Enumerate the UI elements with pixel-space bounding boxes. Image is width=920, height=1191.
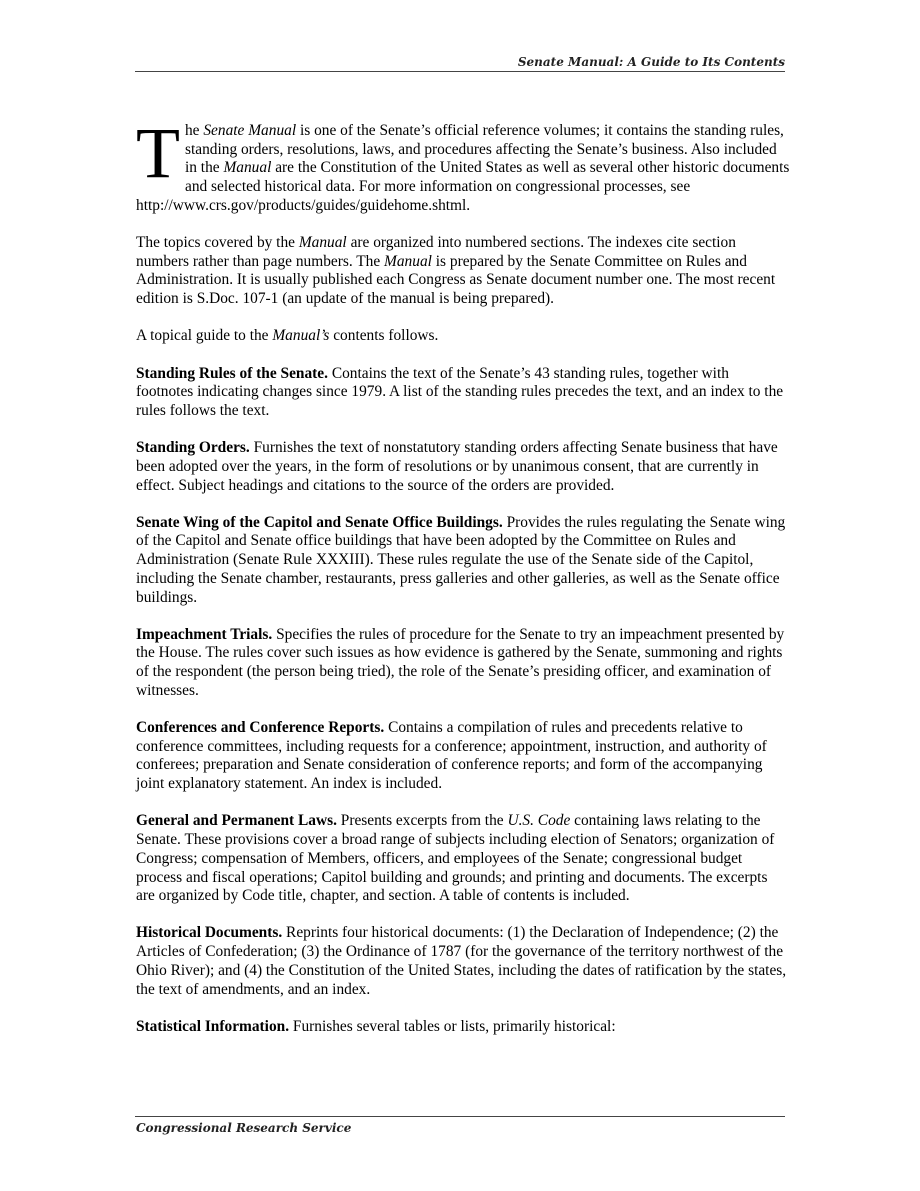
section-senate-wing: Senate Wing of the Capitol and Senate Office Buildings. Provides the rules regulating the Senate wing of the Capitol and Senate office buildings that have been adopted by the Committee on Rules and Administration (Senate Rule XXXIII). These rules regulate the use of the Senate side of the Capitol, including the Senate chamber, restaurants, press galleries and other galleries, as well as the Senate office buildings. bbox=[136, 513, 786, 606]
running-header: Senate Manual: A Guide to Its Contents bbox=[517, 55, 785, 69]
footer-rule bbox=[135, 1116, 785, 1117]
header-rule bbox=[135, 71, 785, 72]
section-heading: Standing Rules of the Senate. bbox=[136, 364, 328, 382]
section-conferences: Conferences and Conference Reports. Contains a compilation of rules and precedents relative to conference committees, including requests for a conference; appointment, instruction, and authority of conferees; preparation and Senate consideration of conference reports; and form of the accompanying joint explanatory statement. An index is included. bbox=[136, 719, 767, 793]
section-general-laws: General and Permanent Laws. Presents excerpts from the U.S. Code containing laws relating to the Senate. These provisions cover a broad range of subjects including election of Senators; organization of Congress; compensation of Members, officers, and employees of the Senate; congressional budget process and fiscal operations; Capitol building and grounds; and printing and documents. The excerpts are organized by Code title, chapter, and section. A table of contents is included. bbox=[136, 812, 775, 905]
section-heading: Conferences and Conference Reports. bbox=[136, 719, 385, 737]
section-historical-documents: Historical Documents. Reprints four historical documents: (1) the Declaration of Independence; (2) the Articles of Confederation; (3) the Ordinance of 1787 (for the governance of the territory northwest of the Ohio River); and (4) the Constitution of the United States, including the dates of ratification by the states, the text of amendments, and an index. bbox=[136, 924, 787, 998]
section-standing-rules: Standing Rules of the Senate. Contains the text of the Senate’s 43 standing rules, together with footnotes indicating changes since 1979. A list of the standing rules precedes the text, and an index to the rules follows the text. bbox=[136, 364, 784, 419]
section-impeachment-trials: Impeachment Trials. Specifies the rules of procedure for the Senate to try an impeachment presented by the House. The rules cover such issues as how evidence is gathered by the Senate, summoning and rights of the respondent (the person being tried), the role of the Senate’s presiding officer, and examination of witnesses. bbox=[136, 625, 785, 699]
running-footer: Congressional Research Service bbox=[136, 1121, 352, 1135]
section-heading: Standing Orders. bbox=[136, 439, 250, 457]
intro-paragraph: The Senate Manual is one of the Senate’s official reference volumes; it contains the standing rules, standing orders, resolutions, laws, and procedures affecting the Senate’s business. Also included in the Manual are the Constitution of the United States as well as several other historic documents and selected historical data. For more information on congressional processes, see http://www.crs.gov/products/guides/guidehome.shtml. bbox=[136, 113, 790, 214]
section-heading: Statistical Information. bbox=[136, 1017, 290, 1035]
section-heading: Impeachment Trials. bbox=[136, 625, 273, 643]
section-heading: Historical Documents. bbox=[136, 924, 283, 942]
paragraph-topics: The topics covered by the Manual are organized into numbered sections. The indexes cite section numbers rather than page numbers. The Manual is prepared by the Senate Committee on Rules and Administration. It is usually published each Congress as Senate document number one. The most recent edition is S.Doc. 107-1 (an update of the manual is being prepared). bbox=[136, 234, 776, 308]
section-heading: Senate Wing of the Capitol and Senate Office Buildings. bbox=[136, 513, 503, 531]
section-standing-orders: Standing Orders. Furnishes the text of nonstatutory standing orders affecting Senate business that have been adopted over the years, in the form of resolutions or by unanimous consent, that are currently in effect. Subject headings and citations to the source of the orders are provided. bbox=[136, 439, 778, 494]
document-body bbox=[136, 113, 790, 1055]
drop-cap: T bbox=[136, 113, 180, 193]
paragraph-guide: A topical guide to the Manual’s contents follows. bbox=[136, 327, 439, 345]
section-heading: General and Permanent Laws. bbox=[136, 812, 337, 830]
section-statistical-information: Statistical Information. Furnishes several tables or lists, primarily historical: bbox=[136, 1017, 616, 1035]
